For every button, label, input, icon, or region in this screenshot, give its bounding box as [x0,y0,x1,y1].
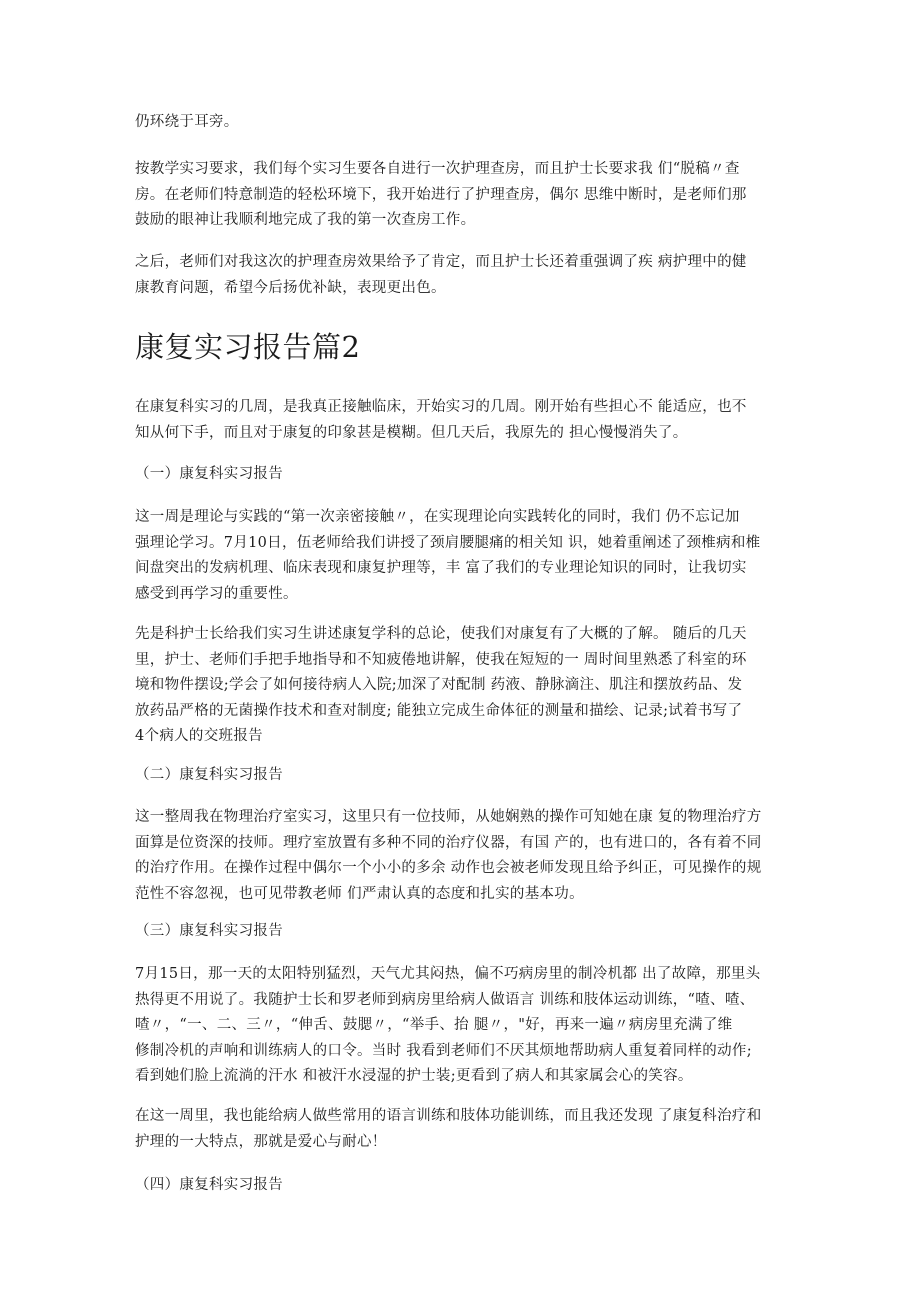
text-line: 强理论学习。7月10日，伍老师给我们讲授了颈肩腰腿痛的相关知 识，她着重阐述了颈椎病和椎 [135,534,761,551]
text-line: 先是科护士长给我们实习生讲述康复学科的总论，使我们对康复有了大概的了解。 随后的几天 [135,626,747,642]
text-line: 这一整周我在物理治疗室实习，这里只有一位技师，从她娴熟的操作可知她在康 复的物理治疗方 [135,809,762,825]
text-line: 面算是位资深的技师。理疗室放置有多种不同的治疗仪器，有国 产的，也有进口的，各有着不同 [135,834,762,851]
text-line: 喳〃，“一、二、三〃，“伸舌、鼓腮〃，“举手、抬 腿〃，"好，再来一遍〃病房里充满了维 [135,1017,733,1033]
paragraph-week-1-details [135,622,785,750]
paragraph-ward-round [135,157,785,234]
paragraph-week-3-summary [135,1104,785,1155]
text-line: 在这一周里，我也能给病人做些常用的语言训练和肢体功能训练，而且我还发现 了康复科治疗和 [135,1108,762,1124]
paragraph-continuation [135,110,785,136]
text-line: 7月15日，那一天的太阳特别猛烈，天气尤其闷热，偏不巧病房里的制冷机都 出了故障，那里头 [135,966,761,982]
text-line: 按教学实习要求，我们每个实习生要各自进行一次护理查房，而且护士长要求我 们“脱稿〃查 [135,161,740,177]
text-line: 放药品严格的无菌操作技术和查对制度; 能独立完成生命体征的测量和描绘、记录;试着书写了 [135,702,743,719]
paragraph-intro [135,395,785,446]
subheading-week-2: （二）康复科实习报告 [135,767,283,783]
subheading-week-3: （三）康复科实习报告 [135,923,283,939]
text-line: 之后，老师们对我这次的护理查房效果给予了肯定，而且护士长还着重强调了疾 病护理中的健 [135,254,747,270]
text-line: 知从何下手，而且对于康复的印象甚是模糊。但几天后，我原先的 担心慢慢消失了。 [135,424,688,441]
section-heading: 康复实习报告篇2 [135,330,361,364]
text-line: 房。在老师们特意制造的轻松环境下，我开始进行了护理查房，偶尔 思维中断时，是老师们那 [135,186,747,203]
text-line: 在康复科实习的几周，是我真正接触临床，开始实习的几周。刚开始有些担心不 能适应，也不 [135,399,747,415]
text-line: 范性不容忽视，也可见带教老师 们严肃认真的态度和扎实的基本功。 [135,885,584,902]
subheading-week-1: （一）康复科实习报告 [135,466,283,482]
text-line: 鼓励的眼神让我顺利地完成了我的第一次查房工作。 [135,212,476,228]
text-line: 修制冷机的声响和训练病人的口令。当时 我看到老师们不厌其烦地帮助病人重复着同样的动作; [135,1042,752,1059]
text-line: 看到她们脸上流淌的汗水 和被汗水浸湿的护士装;更看到了病人和其家属会心的笑容。 [135,1068,693,1084]
text-line: 热得更不用说了。我随护士长和罗老师到病房里给病人做语言 训练和肢体运动训练，“喳、喳、 [135,991,755,1008]
paragraph-week-2 [135,805,785,907]
paragraph-feedback [135,250,785,301]
text-line: 感受到再学习的重要性。 [135,585,298,602]
text-line: 境和物件摆设;学会了如何接待病人入院;加深了对配制 药液、静脉滴注、肌注和摆放药品、发 [135,677,743,693]
subheading-week-4: （四）康复科实习报告 [135,1177,283,1193]
text-line: 这一周是理论与实践的“第一次亲密接触〃，在实现理论向实践转化的同时，我们 仍不忘记加 [135,509,740,525]
text-line: 里，护士、老师们手把手地指导和不知疲倦地讲解，使我在短短的一 周时间里熟悉了科室的环 [135,651,747,668]
text-line: 间盘突出的发病机理、临床表现和康复护理等，丰 富了我们的专业理论知识的同时，让我切实 [135,560,747,576]
text-line: 的治疗作用。在操作过程中偶尔一个小小的多余 动作也会被老师发现且给予纠正，可见操作的规 [135,860,762,876]
paragraph-week-1 [135,505,785,607]
text-line: 护理的一大特点，那就是爱心与耐心！ [135,1133,387,1150]
text-line: 仍环绕于耳旁。 [135,114,239,130]
text-line: 4个病人的交班报告 [135,728,263,744]
text-line: 康教育问题，希望今后扬优补缺，表现更出色。 [135,279,446,296]
paragraph-week-3 [135,962,785,1090]
